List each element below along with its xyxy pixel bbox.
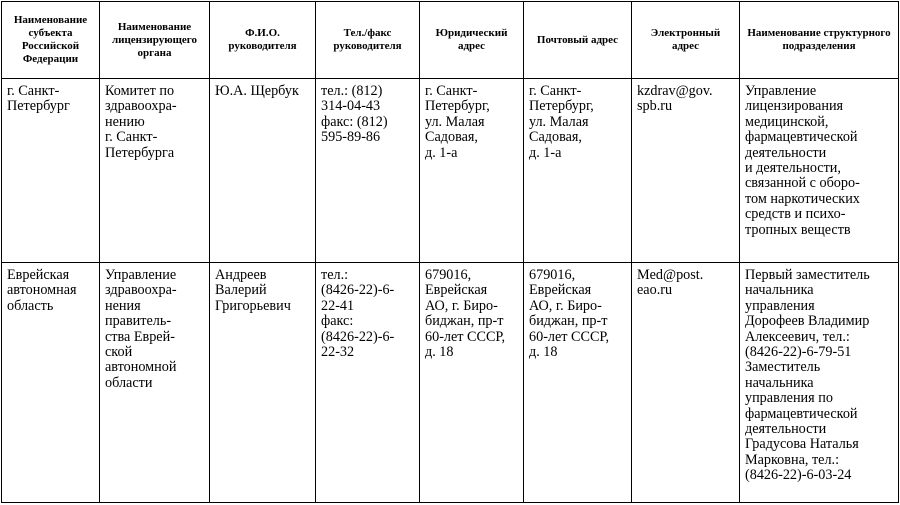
licensing-table bbox=[1, 1, 899, 503]
header-region: Наименование субъекта Российской Федерации bbox=[2, 2, 100, 79]
header-licensing-body: Наименование лицензирующего органа bbox=[100, 2, 210, 79]
header-legal-address: Юридический адрес bbox=[420, 2, 524, 79]
cell-department: Управление лицензирования медицинской, фармацевтической деятельности и деятельности, связанной с оборо- том наркотических средств и психо- тропных веществ bbox=[740, 79, 899, 263]
cell-phone-fax: тел.: (8426-22)-6- 22-41 факс: (8426-22)-6- 22-32 bbox=[316, 263, 420, 503]
cell-legal-address: г. Санкт- Петербург, ул. Малая Садовая, д. 1-а bbox=[420, 79, 524, 263]
header-row bbox=[2, 2, 899, 79]
cell-licensing-body: Комитет по здравоохра- нению г. Санкт- Петербурга bbox=[100, 79, 210, 263]
cell-phone-fax: тел.: (812) 314-04-43 факс: (812) 595-89-86 bbox=[316, 79, 420, 263]
header-email: Электронный адрес bbox=[632, 2, 740, 79]
cell-legal-address: 679016, Еврейская АО, г. Биро- биджан, пр-т 60-лет СССР, д. 18 bbox=[420, 263, 524, 503]
cell-postal-address: 679016, Еврейская АО, г. Биро- биджан, пр-т 60-лет СССР, д. 18 bbox=[524, 263, 632, 503]
cell-email: Med@post. eao.ru bbox=[632, 263, 740, 503]
cell-email: kzdrav@gov. spb.ru bbox=[632, 79, 740, 263]
cell-region: Еврейская автономная область bbox=[2, 263, 100, 503]
header-department: Наименование структурного подразделения bbox=[740, 2, 899, 79]
cell-licensing-body: Управление здравоохра- нения правитель- ства Еврей- ской автономной области bbox=[100, 263, 210, 503]
header-postal-address: Почтовый адрес bbox=[524, 2, 632, 79]
header-head-name: Ф.И.О. руководителя bbox=[210, 2, 316, 79]
cell-region: г. Санкт- Петербург bbox=[2, 79, 100, 263]
table-row bbox=[2, 79, 899, 263]
cell-head-name: Ю.А. Щербук bbox=[210, 79, 316, 263]
table-row bbox=[2, 263, 899, 503]
cell-department: Первый заместитель начальника управления Дорофеев Владимир Алексеевич, тел.: (8426-22)-6-79-51 Заместитель начальника управления по фармацевтической деятельности Градусова Наталья Марковна, тел.: (8426-22)-6-03-24 bbox=[740, 263, 899, 503]
cell-head-name: Андреев Валерий Григорьевич bbox=[210, 263, 316, 503]
header-phone-fax: Тел./факс руководителя bbox=[316, 2, 420, 79]
cell-postal-address: г. Санкт- Петербург, ул. Малая Садовая, д. 1-а bbox=[524, 79, 632, 263]
